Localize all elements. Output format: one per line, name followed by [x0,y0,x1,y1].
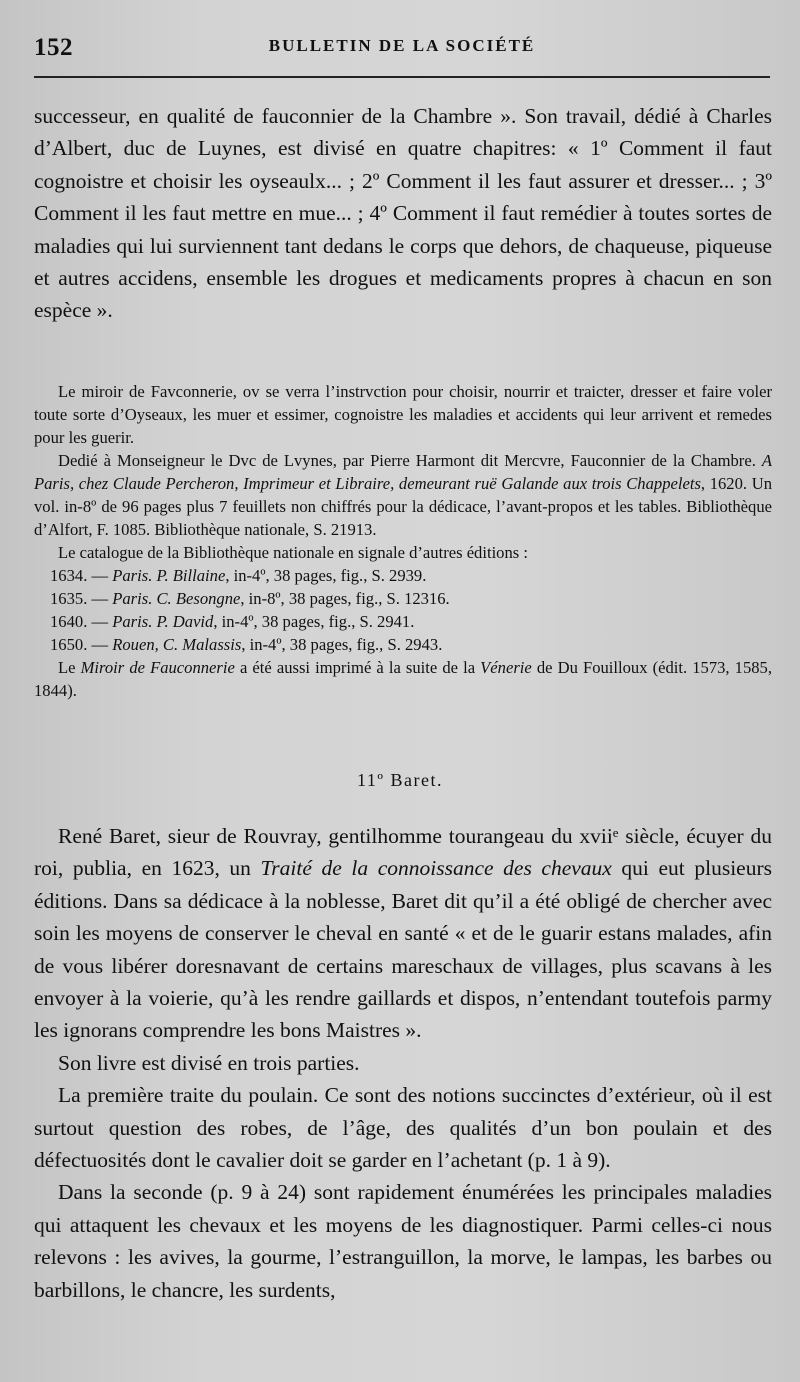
bibliography-title-line: Le miroir de Favconnerie, ov se verra l’instrvction pour choisir, nourrir et traicter, dresser et faire voler toute sorte d’Oyseaux, les muer et essimer, cognoistre les maladies et accidents qui leur arrivent et remedes pour les guerir. [34,382,772,447]
edition-year: 1634. — [50,566,113,585]
dedication-text: Dedié à Monseigneur le Dvc de Lvynes, par Pierre Harmont dit Mercvre, Fauconnier de la Chambre. [58,451,762,470]
edition-place: Paris. P. Billaine [112,566,226,585]
page-number: 152 [34,34,73,61]
edition-details: , in-4º, 38 pages, fig., S. 2939. [225,566,427,585]
main-paragraph: Son livre est divisé en trois parties. [58,1050,360,1075]
running-title: BULLETIN DE LA SOCIÉTÉ [268,36,536,55]
edition-item [34,610,772,633]
closing-text: a été aussi imprimé à la suite de la [234,658,481,677]
book-title: Traité de la connoissance des chevaux [260,856,612,881]
paragraph-text: René Baret, sieur de Rouvray, gentilhomme tourangeau du xviiᵉ siècle, écuyer du roi, publia, en 1623, un [34,824,772,881]
intro-block [34,100,772,327]
edition-item [34,633,772,656]
page-header [34,28,770,68]
section-heading: 11º Baret. [357,770,443,790]
bibliography-dedication [34,449,772,541]
edition-year: 1635. — [50,589,113,608]
bibliography-block [34,380,772,702]
edition-place: Paris. P. David [112,612,214,631]
dedication-imprint: A Paris, chez Claude Percheron, Imprimeur et Libraire, demeurant ruë Galande aux trois Chappelets [34,451,772,493]
closing-title: Vénerie [480,658,532,677]
main-paragraph: La première traite du poulain. Ce sont des notions succinctes d’extérieur, où il est surtout question des robes, de l’âge, des qualités d’un bon poulain et des défectuosités dont le cavalier doit se garder en l’achetant (p. 1 à 9). [34,1083,772,1173]
header-rule [34,76,770,78]
main-block [34,820,772,1306]
edition-year: 1650. — [50,635,113,654]
main-paragraph: Dans la seconde (p. 9 à 24) sont rapidement énumérées les principales maladies qui attaquent les chevaux et les moyens de les diagnostiquer. Parmi celles-ci nous relevons : les avives, la gourme, l’estranguillon, la morve, le lampas, les barbes ou barbillons, le chancre, les surdents, [34,1180,772,1302]
dedication-details: , 1620. Un vol. in-8º de 96 pages plus 7 feuillets non chiffrés pour la dédicace, l’avant-propos et les tables. Bibliothèque d’Alfort, F. 1085. Bibliothèque nationale, S. 21913. [34,474,772,539]
closing-text: de Du Fouilloux (édit. 1573, 1585, 1844). [34,658,772,700]
edition-details: , in-4º, 38 pages, fig., S. 2941. [213,612,415,631]
edition-details: , in-8º, 38 pages, fig., S. 12316. [240,589,450,608]
closing-title: Miroir de Fauconnerie [80,658,235,677]
edition-item [34,587,772,610]
bibliography-closing [34,656,772,702]
edition-item [34,564,772,587]
edition-place: Paris. C. Besongne [112,589,241,608]
paragraph-text: qui eut plusieurs éditions. Dans sa dédicace à la noblesse, Baret dit qu’il a été obligé de chercher avec soin les moyens de conserver le cheval en santé « et de le guarir estans malades, afin de vous libérer doresnavant de certains mareschaux de villages, plus scavans à les envoyer à la voierie, qu’à les rendre gaillards et dispos, n’entendant toutefois parmy les ignorans comprendre les bons Maistres ». [34,856,772,1043]
closing-text: Le [58,658,81,677]
edition-year: 1640. — [50,612,113,631]
main-paragraph [34,820,772,1047]
edition-details: , in-4º, 38 pages, fig., S. 2943. [241,635,443,654]
edition-place: Rouen, C. Malassis [112,635,242,654]
intro-paragraph: successeur, en qualité de fauconnier de la Chambre ». Son travail, dédié à Charles d’Albert, duc de Luynes, est divisé en quatre chapitres: « 1º Comment il faut cognoistre et choisir les oyseaulx... ; 2º Comment il les faut assurer et dresser... ; 3º Comment il les faut mettre en mue... ; 4º Comment il faut remédier à toutes sortes de maladies qui lui surviennent tant dedans le corps que dehors, de chaqueuse, piqueuse et autres accidens, ensemble les drogues et medicaments propres à chacun en son espèce ». [34,104,772,323]
catalogue-intro: Le catalogue de la Bibliothèque nationale en signale d’autres éditions : [58,543,528,562]
